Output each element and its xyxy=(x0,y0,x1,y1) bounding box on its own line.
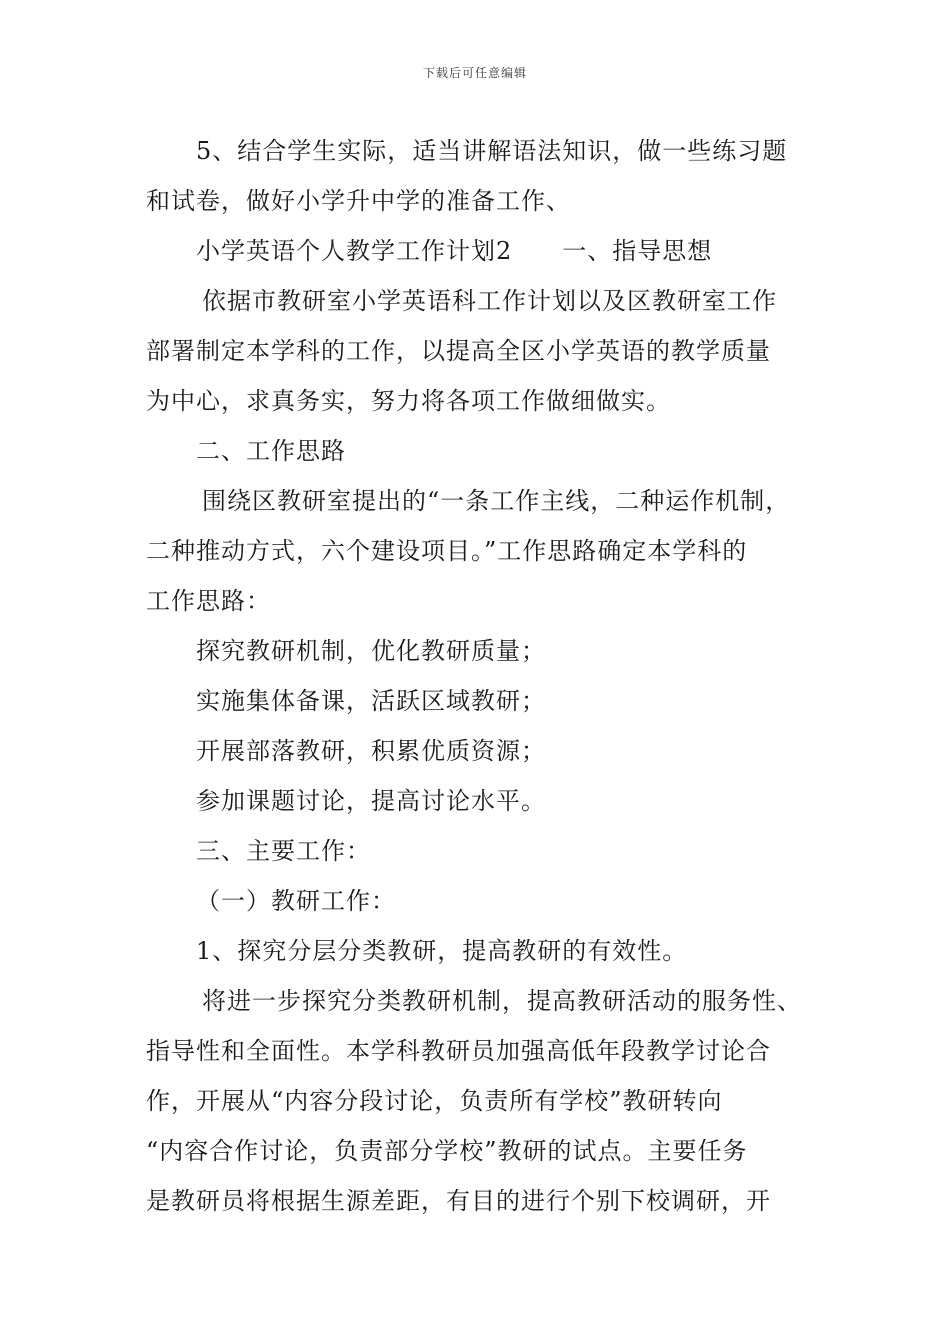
text-line: 依据市教研室小学英语科工作计划以及区教研室工作 xyxy=(202,287,777,315)
page-header-note: 下载后可任意编辑 xyxy=(422,66,527,80)
text-line: （一）教研工作： xyxy=(196,887,396,915)
text-line: 探究教研机制，优化教研质量； xyxy=(196,637,546,665)
text-line: 实施集体备课，活跃区域教研； xyxy=(196,687,546,715)
text-line: 二种推动方式，六个建设项目。”工作思路确定本学科的 xyxy=(146,537,748,565)
text-line: 作，开展从“内容分段讨论，负责所有学校”教研转向 xyxy=(146,1087,723,1115)
text-line: 1、探究分层分类教研，提高教研的有效性。 xyxy=(196,937,688,965)
text-line: 是教研员将根据生源差距，有目的进行个别下校调研，开 xyxy=(146,1187,771,1215)
text-line: 三、主要工作： xyxy=(196,837,371,865)
text-line: 5、结合学生实际，适当讲解语法知识，做一些练习题 xyxy=(196,137,788,165)
text-line: 将进一步探究分类教研机制，提高教研活动的服务性、 xyxy=(202,987,802,1015)
text-line: 二、工作思路 xyxy=(196,437,346,465)
body-text xyxy=(146,126,811,1226)
text-line: 部署制定本学科的工作，以提高全区小学英语的教学质量 xyxy=(146,337,771,365)
text-line: 工作思路： xyxy=(146,587,271,615)
text-line: 和试卷，做好小学升中学的准备工作、 xyxy=(146,187,571,215)
text-line: 参加课题讨论，提高讨论水平。 xyxy=(196,787,546,815)
text-line: 指导性和全面性。本学科教研员加强高低年段教学讨论合 xyxy=(146,1037,771,1065)
text-line: “内容合作讨论，负责部分学校”教研的试点。主要任务 xyxy=(146,1137,748,1165)
text-line: 小学英语个人教学工作计划2 一、指导思想 xyxy=(196,237,713,265)
text-line: 为中心，求真务实，努力将各项工作做细做实。 xyxy=(146,387,671,415)
text-line: 围绕区教研室提出的“一条工作主线，二种运作机制， xyxy=(202,487,791,515)
text-line: 开展部落教研，积累优质资源； xyxy=(196,737,546,765)
